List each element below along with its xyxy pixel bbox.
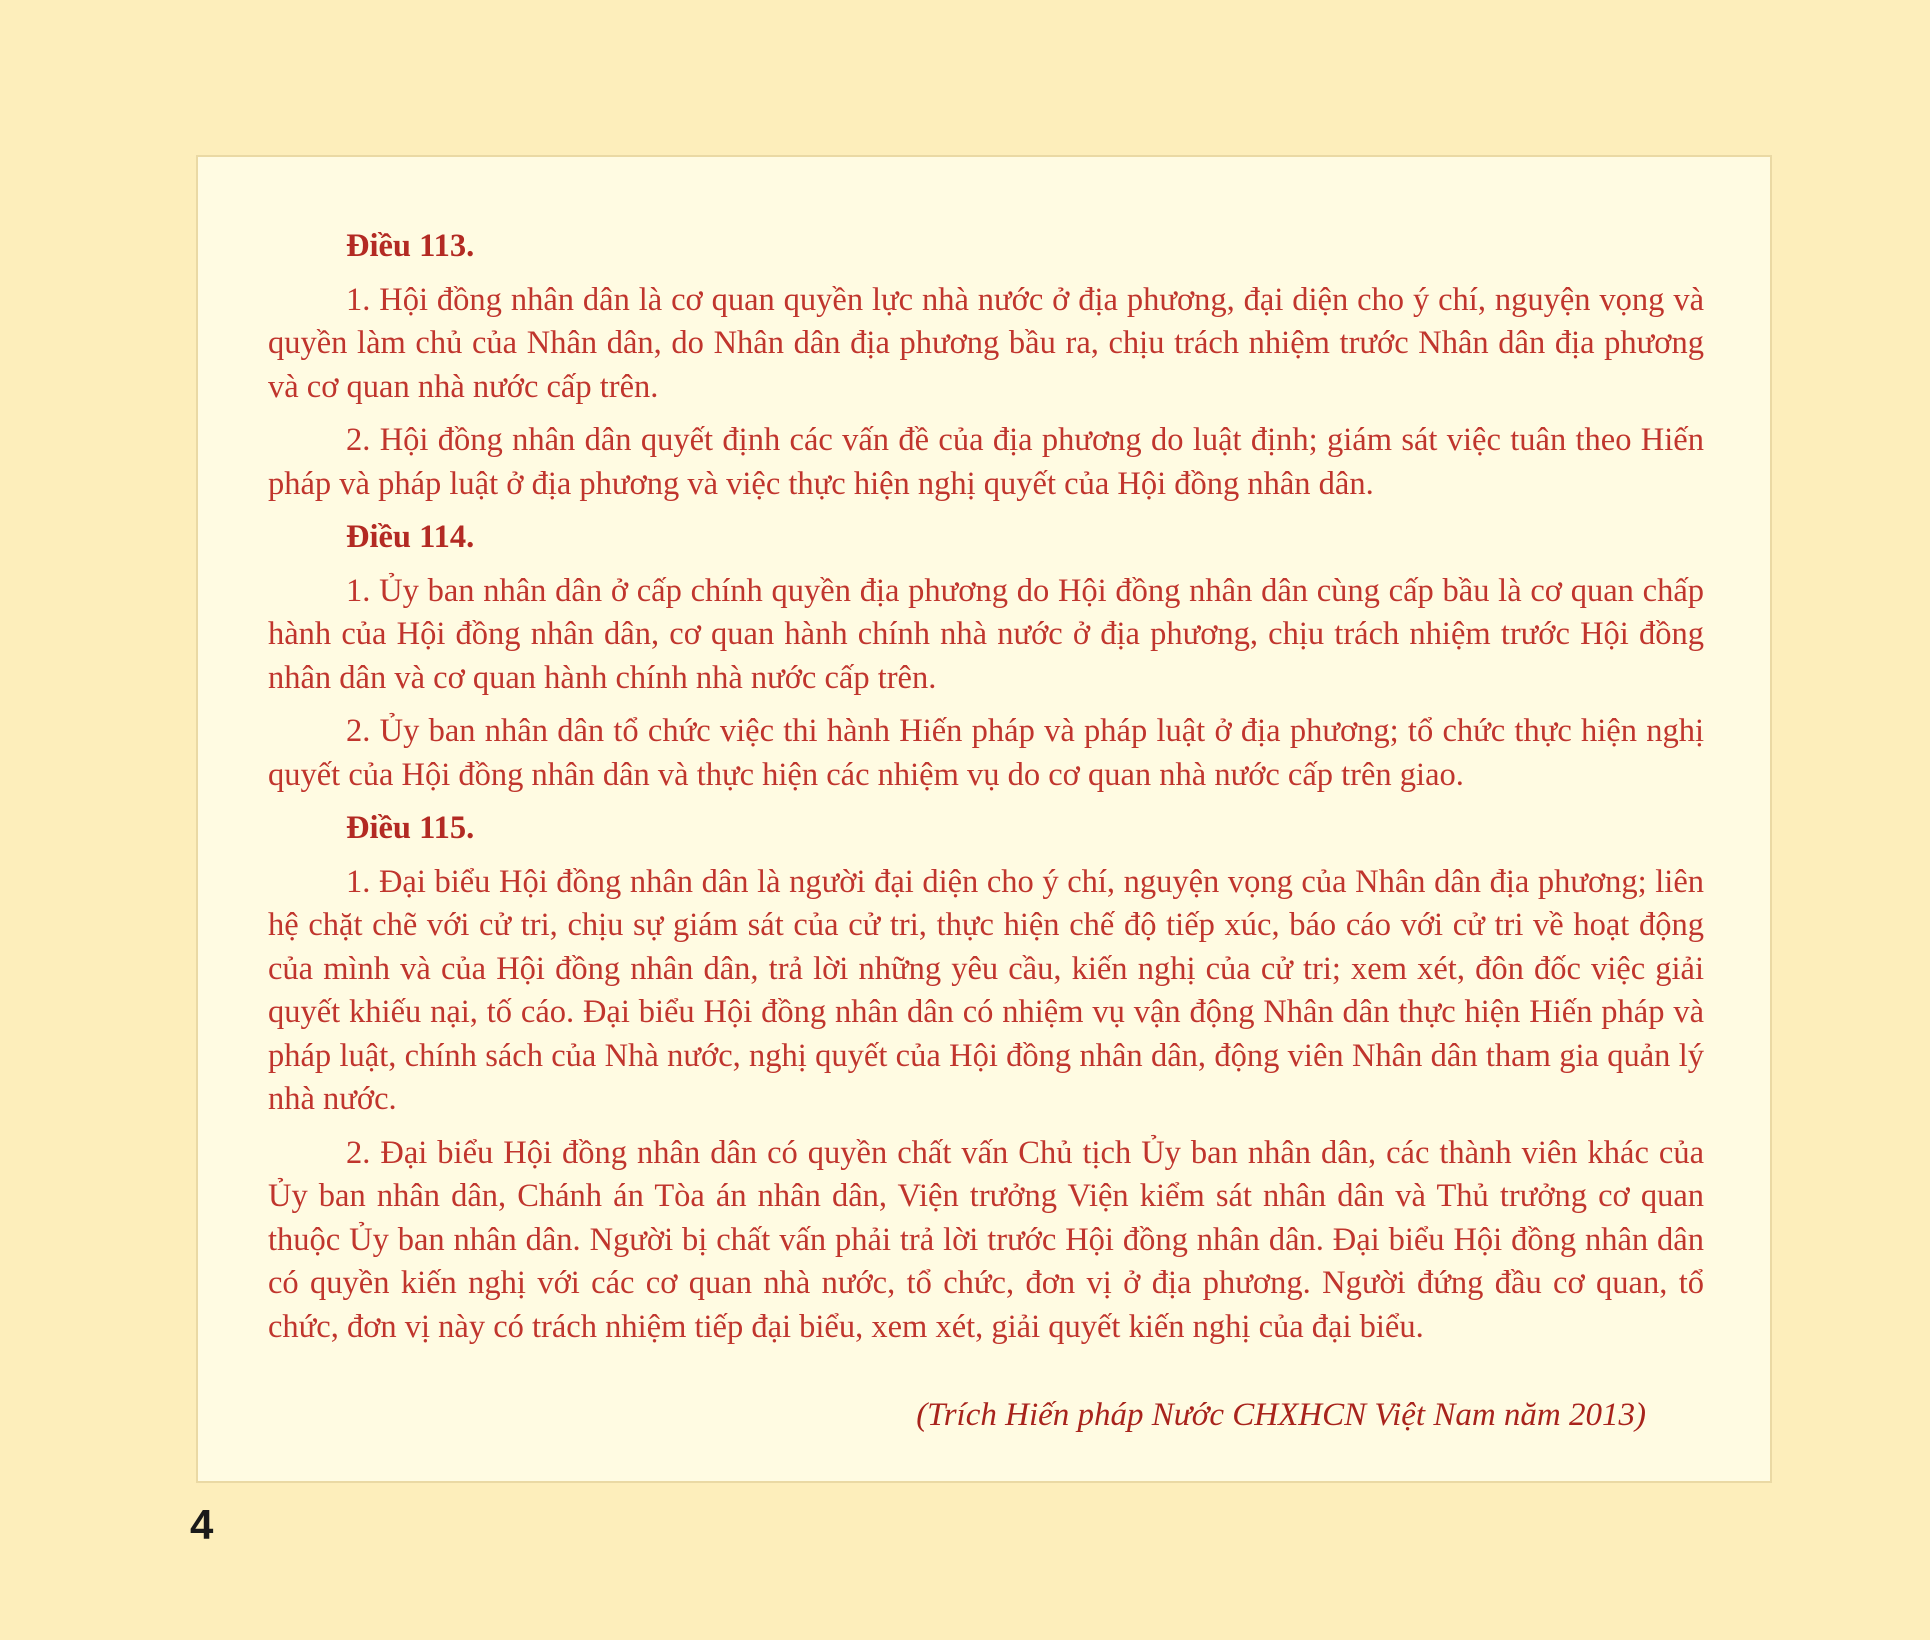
article-clause: 2. Đại biểu Hội đồng nhân dân có quyền chất vấn Chủ tịch Ủy ban nhân dân, các thành viên khác của Ủy ban nhân dân, Chánh án Tòa án nhân dân, Viện trưởng Viện kiểm sát nhân dân và Thủ trưởng cơ quan thuộc Ủy ban nhân dân. Người bị chất vấn phải trả lời trước Hội đồng nhân dân. Đại biểu Hội đồng nhân dân có quyền kiến nghị với các cơ quan nhà nước, tổ chức, đơn vị ở địa phương. Người đứng đầu cơ quan, tổ chức, đơn vị này có trách nhiệm tiếp đại biểu, xem xét, giải quyết kiến nghị của đại biểu. (268, 1134, 1704, 1345)
article-clause: 1. Ủy ban nhân dân ở cấp chính quyền địa phương do Hội đồng nhân dân cùng cấp bầu là cơ quan chấp hành của Hội đồng nhân dân, cơ quan hành chính nhà nước ở địa phương, chịu trách nhiệm trước Hội đồng nhân dân và cơ quan hành chính nhà nước cấp trên. (268, 572, 1704, 696)
article-clause: 1. Đại biểu Hội đồng nhân dân là người đại diện cho ý chí, nguyện vọng của Nhân dân địa phương; liên hệ chặt chẽ với cử tri, chịu sự giám sát của cử tri, thực hiện chế độ tiếp xúc, báo cáo với cử tri về hoạt động của mình và của Hội đồng nhân dân, trả lời những yêu cầu, kiến nghị của cử tri; xem xét, đôn đốc việc giải quyết khiếu nại, tố cáo. Đại biểu Hội đồng nhân dân có nhiệm vụ vận động Nhân dân thực hiện Hiến pháp và pháp luật, chính sách của Nhà nước, nghị quyết của Hội đồng nhân dân, động viên Nhân dân tham gia quản lý nhà nước. (268, 863, 1704, 1117)
article-clause: 2. Hội đồng nhân dân quyết định các vấn đề của địa phương do luật định; giám sát việc tuân theo Hiến pháp và pháp luật ở địa phương và việc thực hiện nghị quyết của Hội đồng nhân dân. (268, 422, 1704, 502)
article-title: Điều 113. (346, 228, 475, 264)
article-115 (268, 807, 1704, 1349)
excerpt-content (268, 225, 1704, 1359)
article-title: Điều 115. (346, 810, 475, 846)
article-114 (268, 516, 1704, 797)
article-113 (268, 225, 1704, 506)
source-citation: (Trích Hiến pháp Nước CHXHCN Việt Nam năm 2013) (916, 1397, 1646, 1433)
page-number: 4 (190, 1501, 214, 1548)
article-clause: 1. Hội đồng nhân dân là cơ quan quyền lực nhà nước ở địa phương, đại diện cho ý chí, nguyện vọng và quyền làm chủ của Nhân dân, do Nhân dân địa phương bầu ra, chịu trách nhiệm trước Nhân dân địa phương và cơ quan nhà nước cấp trên. (268, 281, 1704, 405)
article-title: Điều 114. (346, 519, 475, 555)
excerpt-panel (196, 155, 1772, 1483)
article-clause: 2. Ủy ban nhân dân tổ chức việc thi hành Hiến pháp và pháp luật ở địa phương; tổ chức thực hiện nghị quyết của Hội đồng nhân dân và thực hiện các nhiệm vụ do cơ quan nhà nước cấp trên giao. (268, 713, 1704, 793)
